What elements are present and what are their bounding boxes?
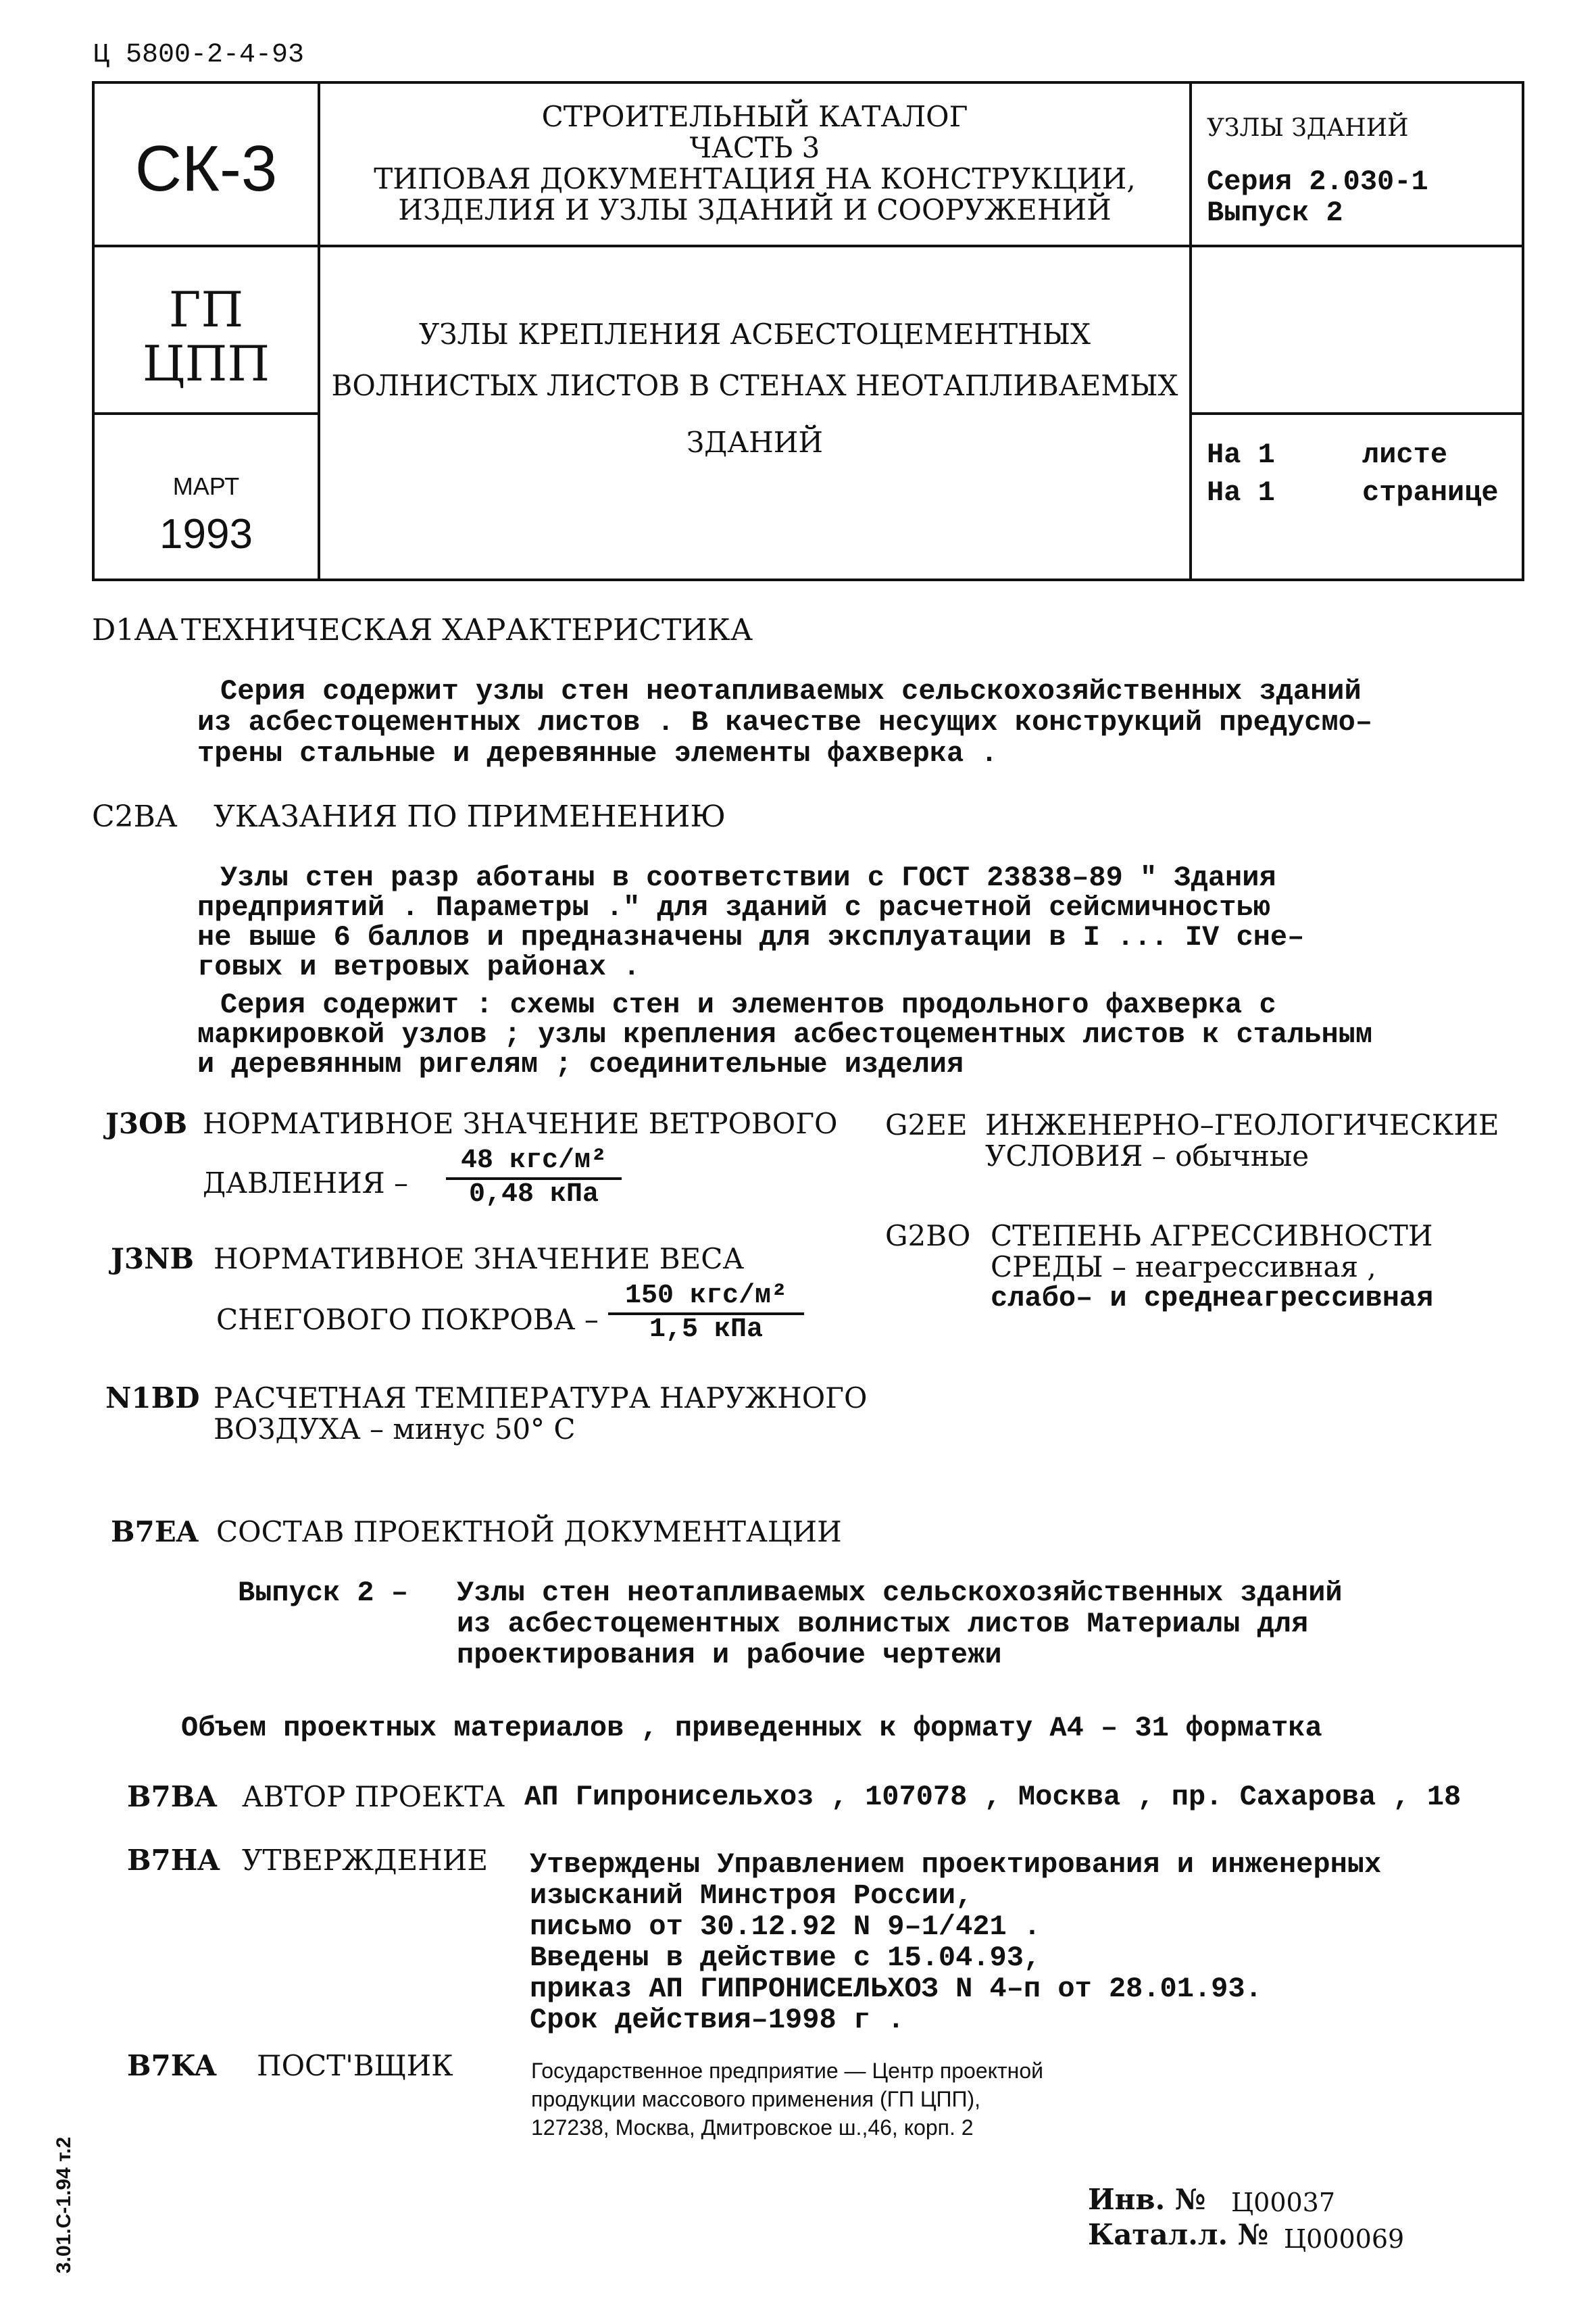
snow-code: J3NB xyxy=(111,1242,194,1275)
aggr-label-1: СТЕПЕНЬ АГРЕССИВНОСТИ xyxy=(991,1219,1433,1252)
series-number: Серия 2.030-1 xyxy=(1207,166,1428,198)
issue-number: Выпуск 2 xyxy=(1207,197,1343,229)
pages-count: На 1 xyxy=(1207,476,1275,509)
header-divider-h3 xyxy=(1189,412,1524,415)
snow-numerator: 150 кгс/м² xyxy=(608,1281,804,1315)
wind-code: J3OB xyxy=(105,1107,188,1140)
usage-heading: УКАЗАНИЯ ПО ПРИМЕНЕНИЮ xyxy=(214,799,726,834)
geo-label-1: ИНЖЕНЕРНО–ГЕОЛОГИЧЕСКИЕ xyxy=(985,1108,1499,1141)
approval-code: B7HA xyxy=(127,1844,220,1877)
catalog-sheet-value: Ц000069 xyxy=(1284,2224,1405,2254)
composition-issue-label: Выпуск 2 – xyxy=(238,1577,409,1609)
geo-code: G2EE xyxy=(885,1108,968,1141)
composition-line-2: из асбестоцементных волнистых листов Материалы для xyxy=(457,1608,1309,1640)
usage-line-7: и деревянным ригелям ; соединительные изделия xyxy=(197,1048,964,1081)
tech-heading: ТЕХНИЧЕСКАЯ ХАРАКТЕРИСТИКА xyxy=(181,613,753,647)
wind-label-2: ДАВЛЕНИЯ – xyxy=(203,1166,409,1200)
org-line1: ГП xyxy=(168,281,244,338)
approval-line-4: Введены в действие с 15.04.93, xyxy=(530,1942,1041,1974)
catalog-line-4: ИЗДЕЛИЯ И УЗЛЫ ЗДАНИЙ И СООРУЖЕНИЙ xyxy=(398,193,1112,226)
snow-label-1: НОРМАТИВНОЕ ЗНАЧЕНИЕ ВЕСА xyxy=(214,1242,745,1275)
temp-label-1: РАСЧЕТНАЯ ТЕМПЕРАТУРА НАРУЖНОГО xyxy=(214,1381,868,1414)
aggr-label-2: СРЕДЫ – неагрессивная , xyxy=(991,1250,1376,1283)
inventory-label: Инв. № xyxy=(1088,2183,1206,2216)
approval-line-6: Срок действия–1998 г . xyxy=(530,2004,905,2036)
header-divider-h2 xyxy=(92,412,320,415)
snow-fraction xyxy=(608,1281,804,1345)
side-stamp: 3.01.С-1.94 т.2 xyxy=(53,2136,75,2273)
usage-line-4: говых и ветровых районах . xyxy=(197,951,641,983)
usage-line-3: не выше 6 баллов и предназначены для эксплуатации в I ... IV сне– xyxy=(197,921,1305,954)
wind-fraction xyxy=(446,1146,622,1210)
composition-line-3: проектирования и рабочие чертежи xyxy=(457,1639,1002,1671)
catalog-line-3: ТИПОВАЯ ДОКУМЕНТАЦИЯ НА КОНСТРУКЦИИ, xyxy=(374,162,1136,195)
catalog-line-1: СТРОИТЕЛЬНЫЙ КАТАЛОГ xyxy=(541,100,968,133)
composition-volume: Объем проектных материалов , приведенных к формату А4 – 31 форматка xyxy=(181,1712,1322,1744)
author-text: АП Гипронисельхоз , 107078 , Москва , пр. Сахарова , 18 xyxy=(524,1781,1462,1813)
approval-label: УТВЕРЖДЕНИЕ xyxy=(242,1844,489,1877)
usage-line-6: маркировкой узлов ; узлы крепления асбестоцементных листов к стальным xyxy=(197,1018,1373,1051)
tech-code: D1AA xyxy=(92,613,178,647)
usage-line-5: Серия содержит : схемы стен и элементов продольного фахверка с xyxy=(220,989,1276,1021)
temp-code: N1BD xyxy=(105,1381,200,1414)
catalog-logo: СК-3 xyxy=(134,132,278,205)
geo-label-2: УСЛОВИЯ – обычные xyxy=(985,1139,1310,1173)
author-code: B7BA xyxy=(127,1780,217,1813)
snow-label-2: СНЕГОВОГО ПОКРОВА – xyxy=(216,1303,599,1336)
supplier-label: ПОСТ'ВЩИК xyxy=(257,2049,453,2082)
inventory-value: Ц00037 xyxy=(1231,2188,1336,2217)
approval-line-5: приказ АП ГИПРОНИСЕЛЬХОЗ N 4–п от 28.01.93. xyxy=(530,1973,1262,2005)
tech-line-1: Серия содержит узлы стен неотапливаемых сельскохозяйственных зданий xyxy=(220,675,1362,708)
usage-line-2: предприятий . Параметры ." для зданий с расчетной сейсмичностью xyxy=(197,891,1270,924)
org-line2: ЦПП xyxy=(142,335,270,392)
author-label: АВТОР ПРОЕКТА xyxy=(242,1780,505,1813)
title-line-3: ЗДАНИЙ xyxy=(686,426,823,459)
temp-label-2: ВОЗДУХА – минус 50° С xyxy=(214,1412,576,1446)
document-code: Ц 5800-2-4-93 xyxy=(93,40,305,70)
supplier-line-3: 127238, Москва, Дмитровское ш.,46, корп. 2 xyxy=(531,2115,974,2140)
composition-code: B7EA xyxy=(111,1515,199,1548)
supplier-line-2: продукции массового применения (ГП ЦПП), xyxy=(531,2087,981,2111)
section-name: УЗЛЫ ЗДАНИЙ xyxy=(1207,114,1409,142)
issue-year: 1993 xyxy=(159,511,253,558)
tech-line-3: трены стальные и деревянные элементы фахверка . xyxy=(197,737,998,770)
issue-month: МАРТ xyxy=(172,472,240,500)
wind-denominator: 0,48 кПа xyxy=(468,1179,599,1210)
usage-line-1: Узлы стен разр аботаны в соответствии с ГОСТ 23838–89 " Здания xyxy=(220,862,1276,894)
catalog-sheet-label: Катал.л. № xyxy=(1088,2218,1269,2251)
approval-line-2: изысканий Минстроя России, xyxy=(530,1879,973,1912)
usage-code: C2BA xyxy=(92,799,177,834)
snow-denominator: 1,5 кПа xyxy=(649,1314,764,1345)
pages-word: странице xyxy=(1362,476,1499,509)
header-divider-v2 xyxy=(1189,81,1192,581)
sheets-count: На 1 xyxy=(1207,439,1275,471)
approval-line-3: письмо от 30.12.92 N 9–1/421 . xyxy=(530,1911,1041,1943)
aggr-label-3: слабо– и среднеагрессивная xyxy=(991,1282,1434,1314)
supplier-code: B7KA xyxy=(127,2049,217,2082)
aggr-code: G2BO xyxy=(885,1219,971,1252)
supplier-line-1: Государственное предприятие — Центр проектной xyxy=(531,2059,1043,2083)
title-line-2: ВОЛНИСТЫХ ЛИСТОВ В СТЕНАХ НЕОТАПЛИВАЕМЫХ xyxy=(331,369,1178,402)
sheets-word: листе xyxy=(1362,439,1448,471)
approval-line-1: Утверждены Управлением проектирования и инженерных xyxy=(530,1848,1382,1881)
title-line-1: УЗЛЫ КРЕПЛЕНИЯ АСБЕСТОЦЕМЕНТНЫХ xyxy=(418,318,1091,351)
catalog-line-2: ЧАСТЬ 3 xyxy=(689,131,820,164)
header-divider-h1 xyxy=(92,245,1524,247)
tech-line-2: из асбестоцементных листов . В качестве несущих конструкций предусмо– xyxy=(197,706,1373,739)
wind-numerator: 48 кгс/м² xyxy=(446,1146,622,1180)
composition-heading: СОСТАВ ПРОЕКТНОЙ ДОКУМЕНТАЦИИ xyxy=(216,1515,842,1548)
wind-label-1: НОРМАТИВНОЕ ЗНАЧЕНИЕ ВЕТРОВОГО xyxy=(203,1107,838,1140)
composition-line-1: Узлы стен неотапливаемых сельскохозяйственных зданий xyxy=(457,1577,1343,1609)
